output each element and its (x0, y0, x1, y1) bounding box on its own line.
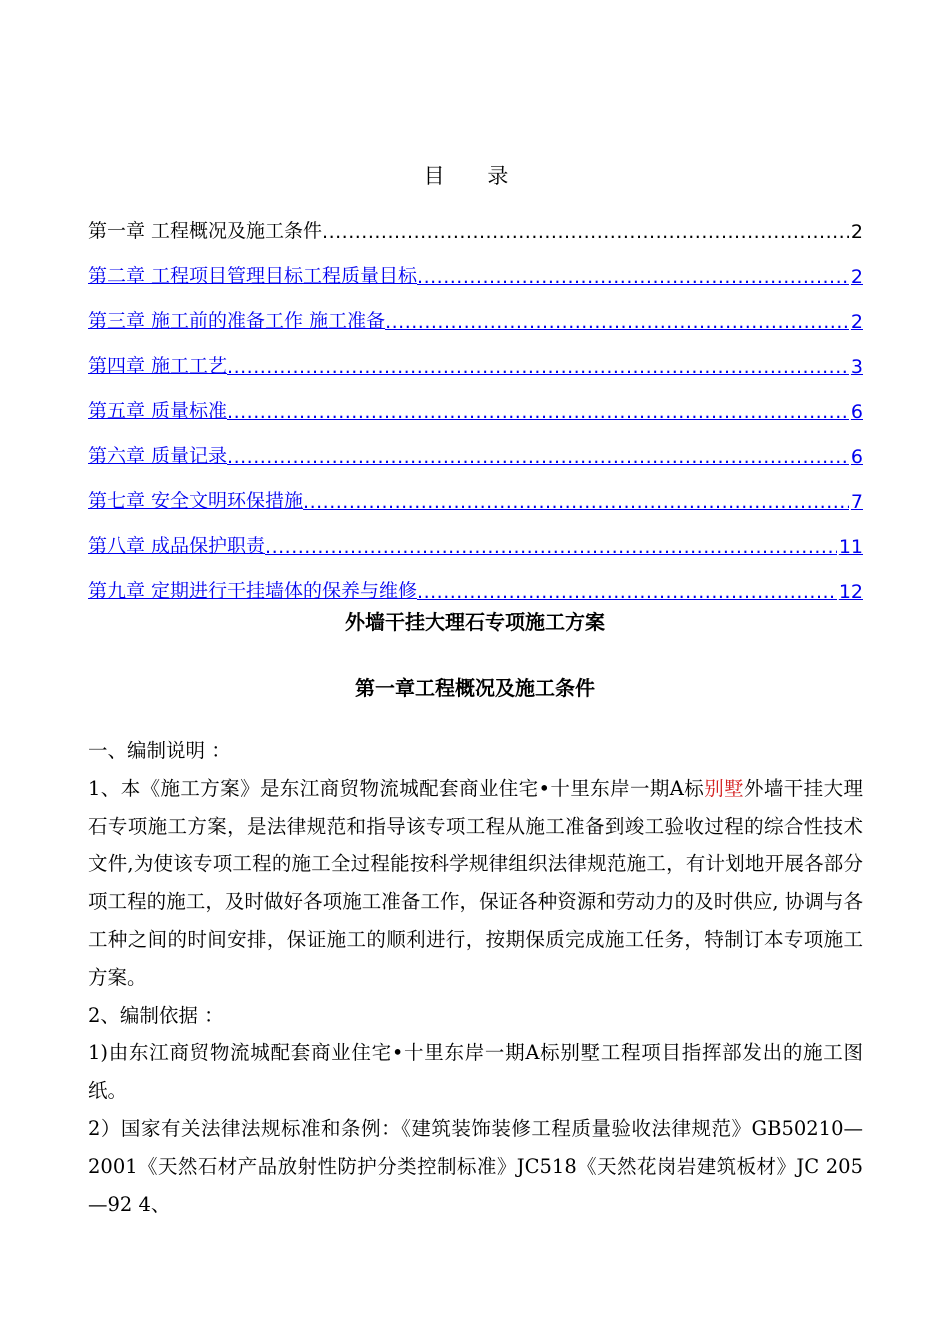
toc-entry-4[interactable] (88, 333, 863, 378)
toc-entry-label: 第一章 工程概况及施工条件 (88, 220, 323, 242)
section-heading-1: 一、编制说明 ： (88, 739, 231, 762)
toc-entry-3[interactable] (88, 288, 863, 333)
section-heading-2: 2、编制依据 ： (88, 1003, 224, 1027)
toc-entry-page: 3 (850, 356, 863, 378)
toc-entry-label: 第五章 质量标准 (88, 400, 228, 422)
toc-entry-7[interactable] (88, 468, 863, 513)
toc-entry-label: 第六章 质量记录 (88, 445, 228, 467)
toc-entry-label: 第八章 成品保护职责 (88, 535, 266, 557)
toc-leader-dots (417, 581, 837, 603)
toc-entry-label: 第九章 定期进行干挂墙体的保养与维修 (88, 580, 418, 602)
toc-title: 目 录 (423, 164, 527, 188)
toc-entry-label: 第七章 安全文明环保措施 (88, 490, 304, 512)
highlighted-word: 别墅 (704, 776, 744, 800)
document-title: 外墙干挂大理石专项施工方案 (345, 610, 605, 634)
toc-leader-dots (385, 311, 849, 333)
toc-entry-2[interactable] (88, 243, 863, 288)
toc-entry-8[interactable] (88, 513, 863, 558)
body-text (88, 732, 863, 1223)
toc-leader-dots (417, 266, 849, 288)
toc-leader-dots (265, 536, 837, 558)
toc-entry-5[interactable] (88, 378, 863, 423)
toc-entry-page: 6 (850, 401, 863, 423)
paragraph-2: 1)由东江商贸物流城配套商业住宅•十里东岸一期A标别墅工程项目指挥部发出的施工图纸。 (88, 1041, 863, 1103)
toc-entry-page: 2 (850, 311, 863, 333)
chapter-title: 第一章工程概况及施工条件 (355, 676, 595, 700)
toc-leader-dots (303, 491, 849, 513)
paragraph-1-start: 1、本《施工方案》是东江商贸物流城配套商业住宅•十里东岸一期A标 (88, 776, 705, 800)
toc-entry-page: 2 (850, 266, 863, 288)
paragraph-1-rest: 外墙干挂大理石专项施工方案，是法律规范和指导该专项工程从施工准备到竣工验收过程的综合性技术文件,为使该专项工程的施工全过程能按科学规律组织法律规范施工，有计划地开展各部分项工程的施工，及时做好各项施工准备工作，保证各种资源和劳动力的及时供应, 协调与各工种之间的时间安排，保证施工的顺利进行，按期保质完成施工任务，特制订本专项施工方案。 (88, 776, 863, 989)
table-of-contents (88, 198, 863, 603)
toc-entry-page: 2 (850, 221, 863, 243)
toc-entry-label: 第二章 工程项目管理目标工程质量目标 (88, 265, 418, 287)
toc-entry-label: 第四章 施工工艺 (88, 355, 228, 377)
toc-leader-dots (227, 356, 849, 378)
toc-entry-1[interactable] (88, 198, 863, 243)
toc-entry-page: 7 (850, 491, 863, 513)
toc-entry-6[interactable] (88, 423, 863, 468)
toc-leader-dots (227, 401, 849, 423)
toc-entry-page: 6 (850, 446, 863, 468)
paragraph-3: 2）国家有关法律法规标准和条例：《建筑装饰装修工程质量验收法律规范》GB50210—2001《天然石材产品放射性防护分类控制标准》JC518《天然花岗岩建筑板材》JC 205—92 4、 (88, 1116, 863, 1216)
paragraph-1 (88, 770, 863, 997)
toc-entry-label: 第三章 施工前的准备工作 施工准备 (88, 310, 386, 332)
toc-entry-page: 11 (838, 536, 863, 558)
toc-entry-9[interactable] (88, 558, 863, 603)
toc-leader-dots (322, 221, 849, 243)
toc-entry-page: 12 (838, 581, 863, 603)
toc-leader-dots (227, 446, 849, 468)
